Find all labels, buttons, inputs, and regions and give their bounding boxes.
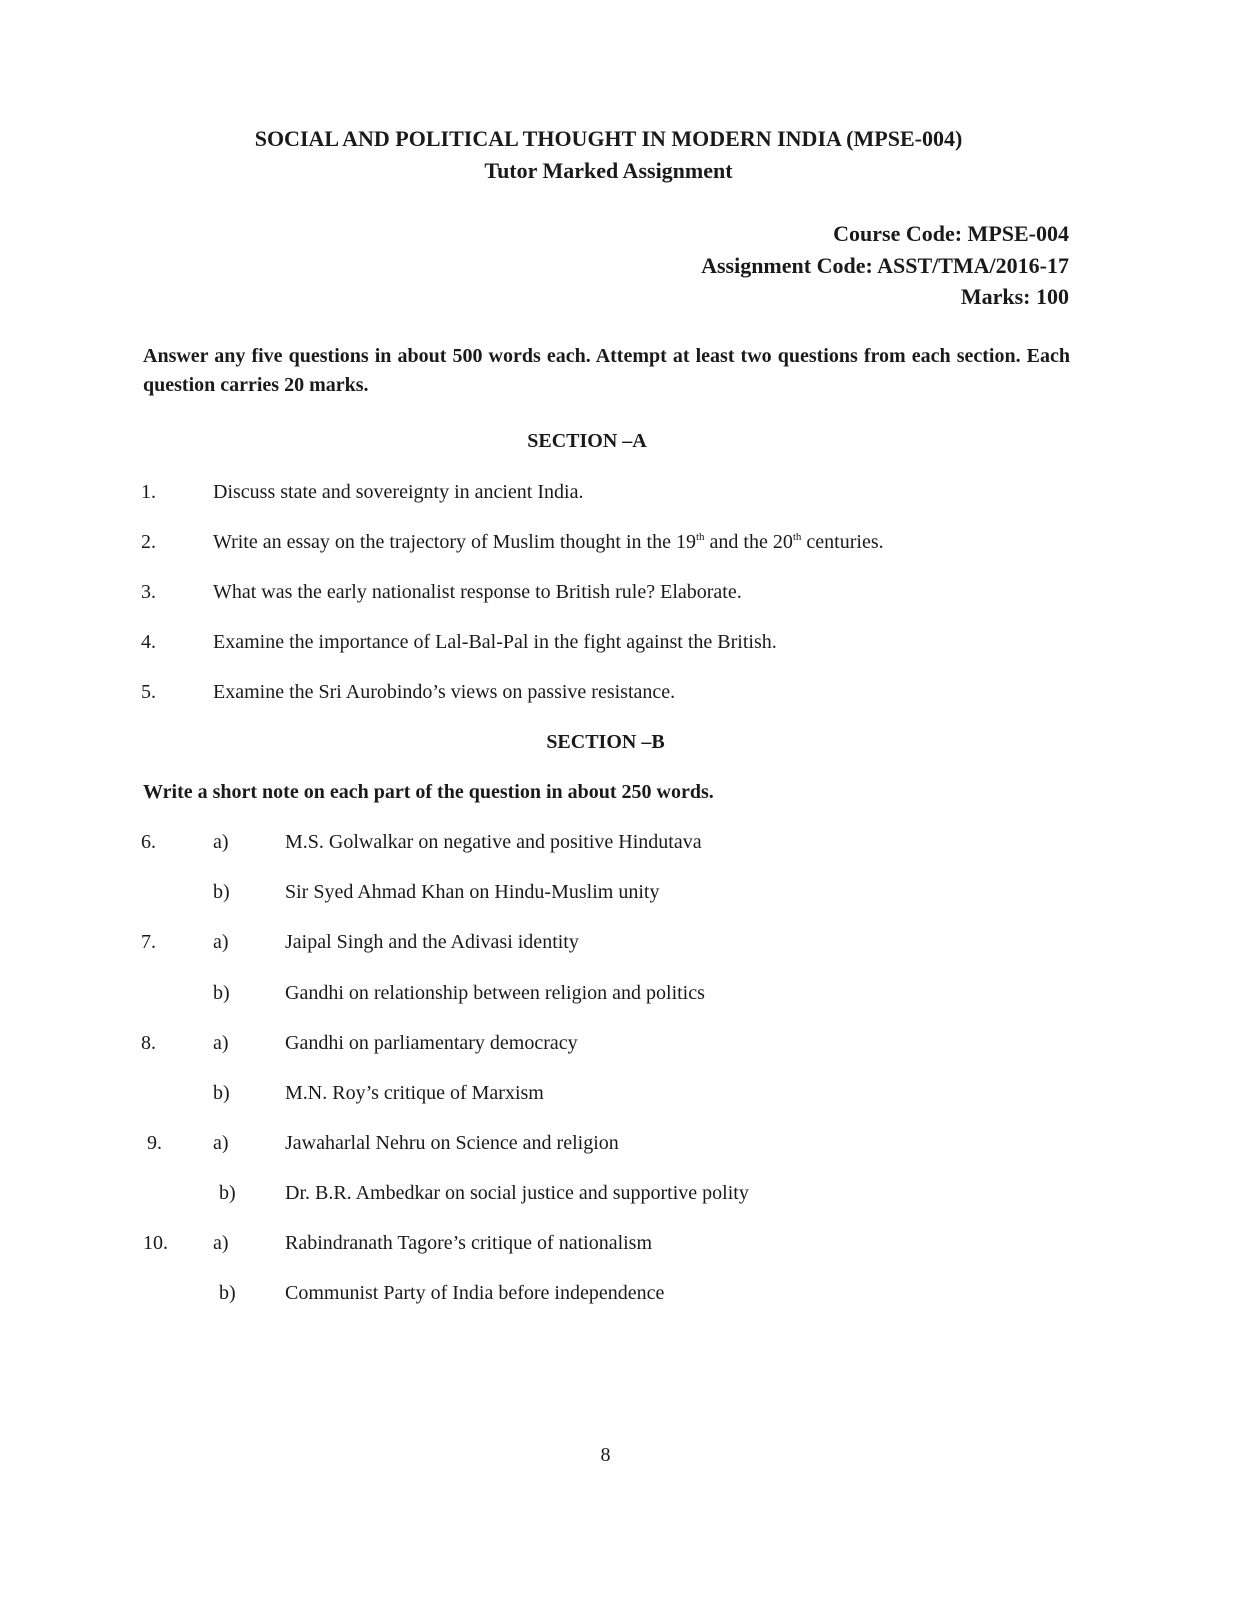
document-title: SOCIAL AND POLITICAL THOUGHT IN MODERN INDIA (MPSE-004)	[254, 126, 963, 151]
document-subtitle: Tutor Marked Assignment	[484, 158, 733, 183]
question-number: 10.	[143, 1232, 168, 1254]
section-a-heading: SECTION –A	[527, 430, 647, 452]
part-text: Rabindranath Tagore’s critique of nationalism	[285, 1232, 653, 1254]
part-label: a)	[213, 1232, 229, 1254]
question-number: 5.	[141, 681, 156, 703]
question-text: Examine the Sri Aurobindo’s views on passive resistance.	[213, 681, 676, 703]
part-label: b)	[219, 1282, 236, 1304]
assignment-code: Assignment Code: ASST/TMA/2016-17	[701, 253, 1069, 278]
question-text: Write an essay on the trajectory of Muslim thought in the 19th and the 20th centuries.	[213, 531, 884, 553]
question-text: Examine the importance of Lal-Bal-Pal in the fight against the British.	[213, 631, 777, 653]
page-number: 8	[600, 1444, 611, 1466]
question-number: 1.	[141, 481, 156, 503]
part-label: a)	[213, 1132, 229, 1154]
part-label: a)	[213, 831, 229, 853]
course-code: Course Code: MPSE-004	[833, 221, 1069, 246]
part-label: b)	[213, 881, 230, 903]
part-text: Gandhi on relationship between religion and politics	[285, 982, 705, 1004]
part-label: b)	[213, 1082, 230, 1104]
question-number: 6.	[141, 831, 156, 853]
part-text: M.N. Roy’s critique of Marxism	[285, 1082, 544, 1104]
part-text: Dr. B.R. Ambedkar on social justice and supportive polity	[285, 1182, 749, 1204]
instructions: Answer any five questions in about 500 words each. Attempt at least two questions from each section. Each question carries 20 marks.	[143, 345, 1070, 396]
question-number: 9.	[147, 1132, 162, 1154]
part-label: a)	[213, 1032, 229, 1054]
question-number: 2.	[141, 531, 156, 553]
question-number: 3.	[141, 581, 156, 603]
question-text: What was the early nationalist response to British rule? Elaborate.	[213, 581, 742, 603]
question-text: Discuss state and sovereignty in ancient India.	[213, 481, 584, 503]
question-number: 8.	[141, 1032, 156, 1054]
part-text: Sir Syed Ahmad Khan on Hindu-Muslim unity	[285, 881, 660, 903]
part-label: a)	[213, 931, 229, 953]
marks: Marks: 100	[960, 284, 1069, 309]
part-text: Gandhi on parliamentary democracy	[285, 1032, 578, 1054]
section-b-note: Write a short note on each part of the question in about 250 words.	[143, 781, 714, 803]
question-number: 7.	[141, 931, 156, 953]
part-label: b)	[219, 1182, 236, 1204]
part-label: b)	[213, 982, 230, 1004]
part-text: M.S. Golwalkar on negative and positive Hindutava	[285, 831, 702, 853]
part-text: Jawaharlal Nehru on Science and religion	[285, 1132, 619, 1154]
part-text: Jaipal Singh and the Adivasi identity	[285, 931, 579, 953]
section-b-heading: SECTION –B	[546, 731, 665, 753]
part-text: Communist Party of India before independence	[285, 1282, 665, 1304]
question-number: 4.	[141, 631, 156, 653]
